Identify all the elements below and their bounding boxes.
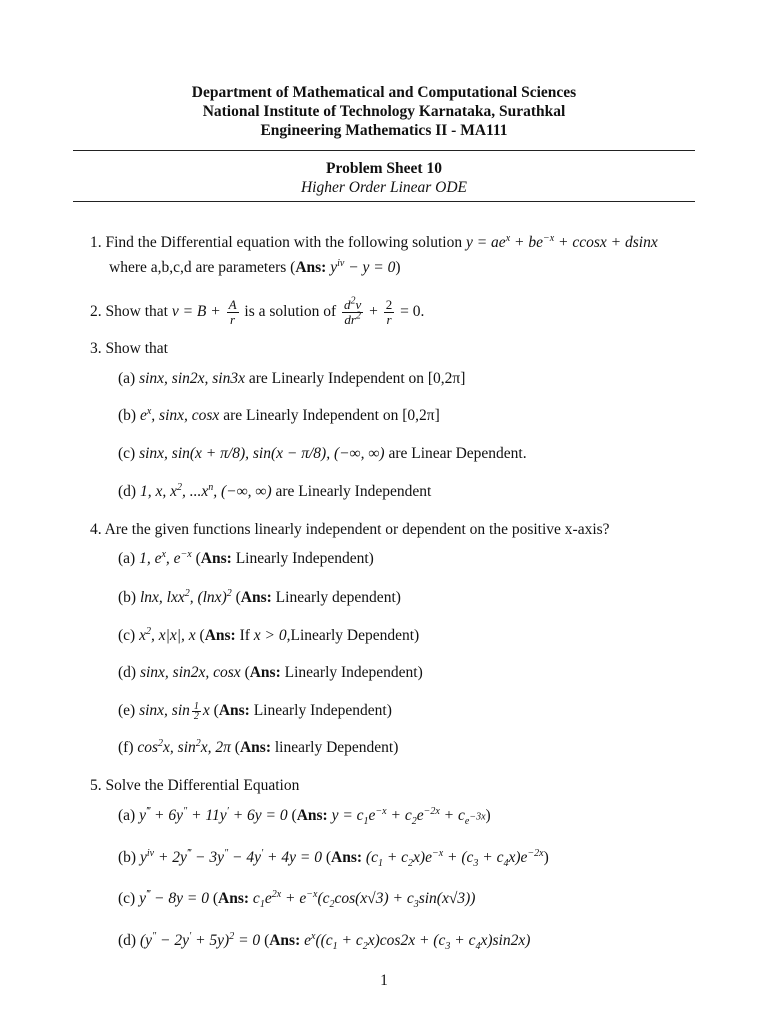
answer-label: Ans: — [331, 849, 363, 866]
header-rule-bottom — [73, 201, 695, 202]
institute-name: National Institute of Technology Karnataka, Surathkal — [202, 103, 566, 120]
math-expression: sinx, sin $\frac{1}{2}$ x — [139, 700, 210, 722]
answer-text: Linearly Independent) — [253, 702, 392, 719]
math-expression: $y = c_1e^{-x} + c_2e^{-2x} + c_{e^{-3x}}$ — [331, 805, 486, 828]
item-label: (a) — [118, 370, 136, 387]
math-expression: 1, x, $x^2$, $...x^n$, (−∞, ∞) — [139, 481, 272, 500]
answer-label: Ans: — [239, 739, 271, 756]
fraction: $\frac{A}{r}$ — [228, 297, 237, 327]
math-expression: $(c_1 + c_2x)e^{-x} + (c_3 + c_4x)e^{-2x}$ — [365, 847, 544, 870]
math-expression: lnx, lxx$^2$, $(\ln x)^2$ — [139, 587, 232, 606]
question-1-line2 — [109, 258, 401, 278]
answer-label: Ans: — [249, 664, 281, 681]
department-name: Department of Mathematical and Computational Sciences — [191, 84, 577, 101]
answer-label: Ans: — [204, 627, 236, 644]
item-label: (f) — [118, 739, 134, 756]
math-expression: sinx, sin2x, cosx — [139, 664, 241, 681]
close-paren: ) — [395, 259, 401, 276]
item-label: (d) — [118, 483, 137, 500]
answer-label: Ans: — [218, 702, 250, 719]
question-text: Show that — [105, 340, 168, 357]
question-4c: (c) $x^2$, x|x|, x (Ans: If x > 0,Linearly Dependent) — [118, 625, 420, 644]
math-expression: $y^{iv} + 2y^‴ - 3y'' - 4y' + 4y = 0$ — [139, 847, 322, 866]
math-expression: v = B + — [171, 303, 225, 321]
item-label: (b) — [118, 407, 137, 424]
question-number: 3. — [90, 340, 102, 357]
question-number: 4. — [90, 521, 102, 538]
answer-text: ,Linearly Dependent) — [286, 627, 420, 644]
item-label: (b) — [118, 589, 137, 606]
question-4e: (e) sinx, sin $\frac{1}{2}$ x (Ans: Linearly Independent) — [118, 700, 392, 722]
answer-text: Linearly dependent) — [275, 589, 401, 606]
question-text: Solve the Differential Equation — [105, 777, 300, 794]
question-text: where a,b,c,d are parameters ( — [109, 259, 296, 276]
math-expression: $c_1e^{2x} + e^{-x}(c_2\cos(x√3) + c_3\sin(x√3))$ — [252, 888, 476, 911]
math-expression: sinx, sin2x, sin3x — [139, 370, 245, 387]
question-5d: (d) $(y'' - 2y' + 5y)^2 = 0$ (Ans: $e^x((c_1 + c_2x)\cos 2x + (c_3 + c_4x)\sin 2x)$ — [118, 930, 531, 953]
sheet-subtitle: Higher Order Linear ODE — [300, 179, 468, 196]
math-expression: $(y'' - 2y' + 5y)^2 = 0$ — [139, 930, 261, 949]
question-4b: (b) lnx, lxx$^2$, $(\ln x)^2$ (Ans: Linearly dependent) — [118, 587, 401, 606]
question-2: 2. Show that v = B + $\frac{A}{r}$ is a solution of $\frac{d^2v}{dr^2}$ + $\frac{2}{r}$ = 0. — [90, 295, 425, 327]
question-1 — [90, 233, 658, 253]
page-number: 1 — [380, 972, 388, 989]
answer-label: Ans: — [200, 550, 232, 567]
item-label: (d) — [118, 664, 137, 681]
math-expression: $x^2$, x|x|, x — [139, 625, 196, 644]
answer-label: Ans: — [269, 932, 301, 949]
item-label: (b) — [118, 849, 137, 866]
question-4a: (a) 1, $e^x$, $e^{-x}$ (Ans: Linearly Independent) — [118, 548, 374, 567]
math-expression: $\cos^2x$, $\sin^2x$, 2π — [137, 737, 231, 756]
question-3d — [118, 482, 431, 502]
question-3b — [118, 406, 440, 426]
answer-text: Linearly Independent) — [235, 550, 374, 567]
item-text: are Linearly Independent — [275, 483, 432, 500]
answer-label: Ans: — [218, 890, 250, 907]
question-3a — [118, 369, 465, 389]
item-label: (c) — [118, 627, 136, 644]
math-expression: = 0. — [400, 303, 425, 321]
item-label: (c) — [118, 445, 136, 462]
item-label: (a) — [118, 807, 136, 824]
math-expression: y‴ + 6y″ + 11y′ + 6y = 0 — [139, 805, 288, 824]
item-label: (e) — [118, 702, 136, 719]
course-title: Engineering Mathematics II - MA111 — [260, 122, 508, 139]
fraction: $\frac{2}{r}$ — [385, 297, 393, 327]
answer-text: Linearly Independent) — [284, 664, 423, 681]
question-text: Find the Differential equation with the following solution — [105, 234, 463, 251]
answer-label: Ans: — [240, 589, 272, 606]
math-expression: y‴ − 8y = 0 — [139, 888, 209, 907]
item-text: are Linearly Independent on [0,2π] — [248, 370, 466, 387]
question-number: 1. — [90, 234, 102, 251]
question-4 — [90, 520, 610, 540]
math-expression: $y = ae^x + be^{-x} + ccosx + dsinx$ — [465, 232, 658, 251]
sheet-title: Problem Sheet 10 — [326, 160, 442, 177]
question-3 — [90, 339, 168, 359]
math-expression: $e^x((c_1 + c_2x)\cos 2x + (c_3 + c_4x)\sin 2x)$ — [304, 930, 531, 953]
answer-label: Ans: — [295, 259, 327, 276]
question-5b: (b) $y^{iv} + 2y^‴ - 3y'' - 4y' + 4y = 0$ (Ans: $(c_1 + c_2x)e^{-x} + (c_3 + c_4x)e^{-2x}$) — [118, 847, 549, 870]
answer-label: Ans: — [296, 807, 328, 824]
question-number: 5. — [90, 777, 102, 794]
question-5c: (c) y‴ − 8y = 0 (Ans: $c_1e^{2x} + e^{-x}(c_2\cos(x√3) + c_3\sin(x√3))$ — [118, 888, 476, 911]
question-4d: (d) sinx, sin2x, cosx (Ans: Linearly Independent) — [118, 664, 423, 681]
item-label: (c) — [118, 890, 136, 907]
fraction: $\frac{d^2v}{dr^2}$ — [344, 295, 362, 327]
math-expression: 1, $e^x$, $e^{-x}$ — [139, 548, 192, 567]
question-number: 2. — [90, 303, 102, 321]
answer-text: linearly Dependent) — [274, 739, 399, 756]
question-5 — [90, 776, 299, 796]
item-text: are Linearly Independent on [0,2π] — [223, 407, 440, 424]
question-text: is a solution of — [244, 303, 337, 321]
header-rule-top — [73, 150, 695, 151]
math-expression: $y^{iv} - y = 0$ — [330, 257, 396, 276]
question-text: Show that — [105, 303, 168, 321]
math-expression: $e^x$, sinx, cosx — [139, 405, 220, 424]
question-4f: (f) $\cos^2x$, $\sin^2x$, 2π (Ans: linearly Dependent) — [118, 737, 399, 756]
math-expression: x > 0 — [253, 627, 287, 644]
question-text: Are the given functions linearly independent or dependent on the positive x-axis? — [104, 521, 610, 538]
question-3c — [118, 444, 527, 464]
math-expression: sinx, sin(x + π/8), sin(x − π/8), (−∞, ∞) — [139, 445, 385, 462]
question-5a: (a) y‴ + 6y″ + 11y′ + 6y = 0 (Ans: $y = c_1e^{-x} + c_2e^{-2x} + c_{e^{-3x}}$) — [118, 805, 491, 828]
item-label: (d) — [118, 932, 137, 949]
item-text: are Linear Dependent. — [388, 445, 527, 462]
item-label: (a) — [118, 550, 136, 567]
